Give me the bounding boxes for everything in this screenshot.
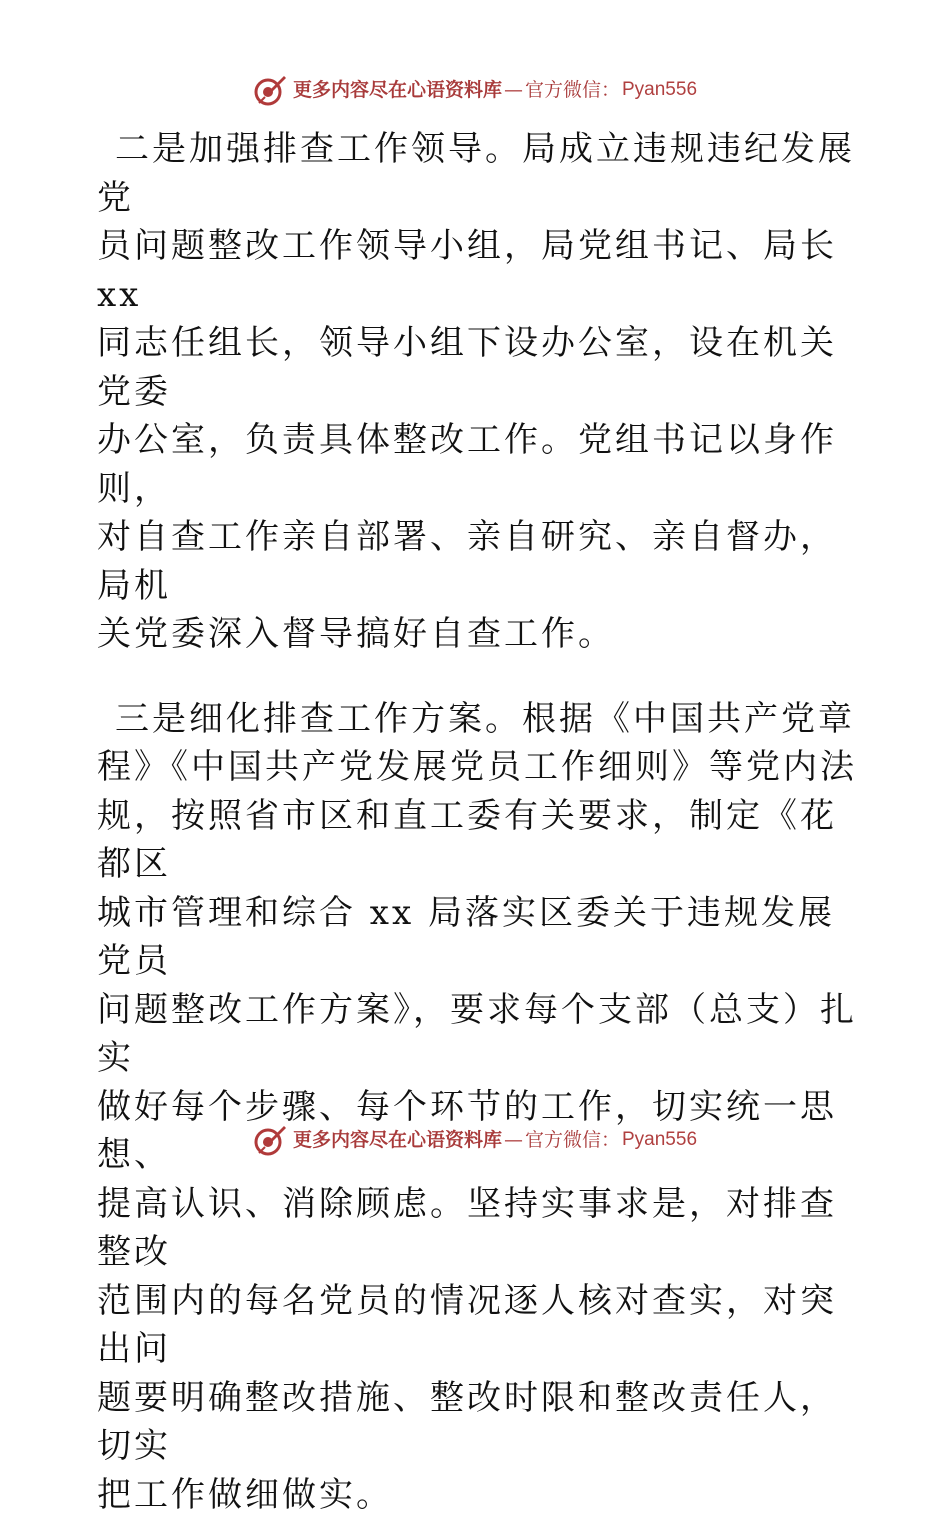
text-line: 三是细化排查工作方案。根据《中国共产党章 (115, 699, 855, 739)
text-line: 把工作做细做实。 (97, 1475, 393, 1515)
watermark-wechat-id: Pyan556 (622, 1120, 697, 1160)
document-body (97, 125, 857, 1519)
watermark-wechat-id: Pyan556 (622, 70, 697, 110)
text-line: 员问题整改工作领导小组，局党组书记、局长 xx (97, 226, 837, 315)
text-line: 程》《中国共产党发展党员工作细则》等党内法 (97, 747, 857, 787)
text-line: 办公室，负责具体整改工作。党组书记以身作则， (97, 420, 837, 509)
watermark-main-text: 更多内容尽在心语资料库 (293, 1120, 502, 1160)
text-line: 关党委深入督导搞好自查工作。 (97, 614, 615, 654)
watermark-main-text: 更多内容尽在心语资料库 (293, 70, 502, 110)
quill-logo-icon (253, 73, 287, 107)
watermark-wechat-label: 官方微信： (525, 1120, 620, 1160)
text-line: 二是加强排查工作领导。局成立违规违纪发展党 (97, 129, 855, 218)
paragraph-2 (97, 695, 857, 1519)
text-line: 题要明确整改措施、整改时限和整改责任人，切实 (97, 1378, 837, 1467)
text-line: 做好每个步骤、每个环节的工作，切实统一思想、 (97, 1087, 837, 1176)
text-line: 规，按照省市区和直工委有关要求，制定《花都区 (97, 796, 837, 885)
text-line: 城市管理和综合 xx 局落实区委关于违规发展党员 (97, 893, 835, 982)
text-line: 提高认识、消除顾虑。坚持实事求是，对排查整改 (97, 1184, 837, 1273)
text-line: 同志任组长，领导小组下设办公室，设在机关党委 (97, 323, 837, 412)
quill-logo-icon (253, 1123, 287, 1157)
text-line: 对自查工作亲自部署、亲自研究、亲自督办，局机 (97, 517, 837, 606)
footer-watermark (0, 1120, 950, 1160)
watermark-separator: — (504, 70, 523, 110)
header-watermark (0, 70, 950, 110)
text-line: 问题整改工作方案》，要求每个支部（总支）扎实 (97, 990, 857, 1079)
watermark-wechat-label: 官方微信： (525, 70, 620, 110)
paragraph-1 (97, 125, 857, 659)
watermark-separator: — (504, 1120, 523, 1160)
text-line: 范围内的每名党员的情况逐人核对查实，对突出问 (97, 1281, 837, 1370)
